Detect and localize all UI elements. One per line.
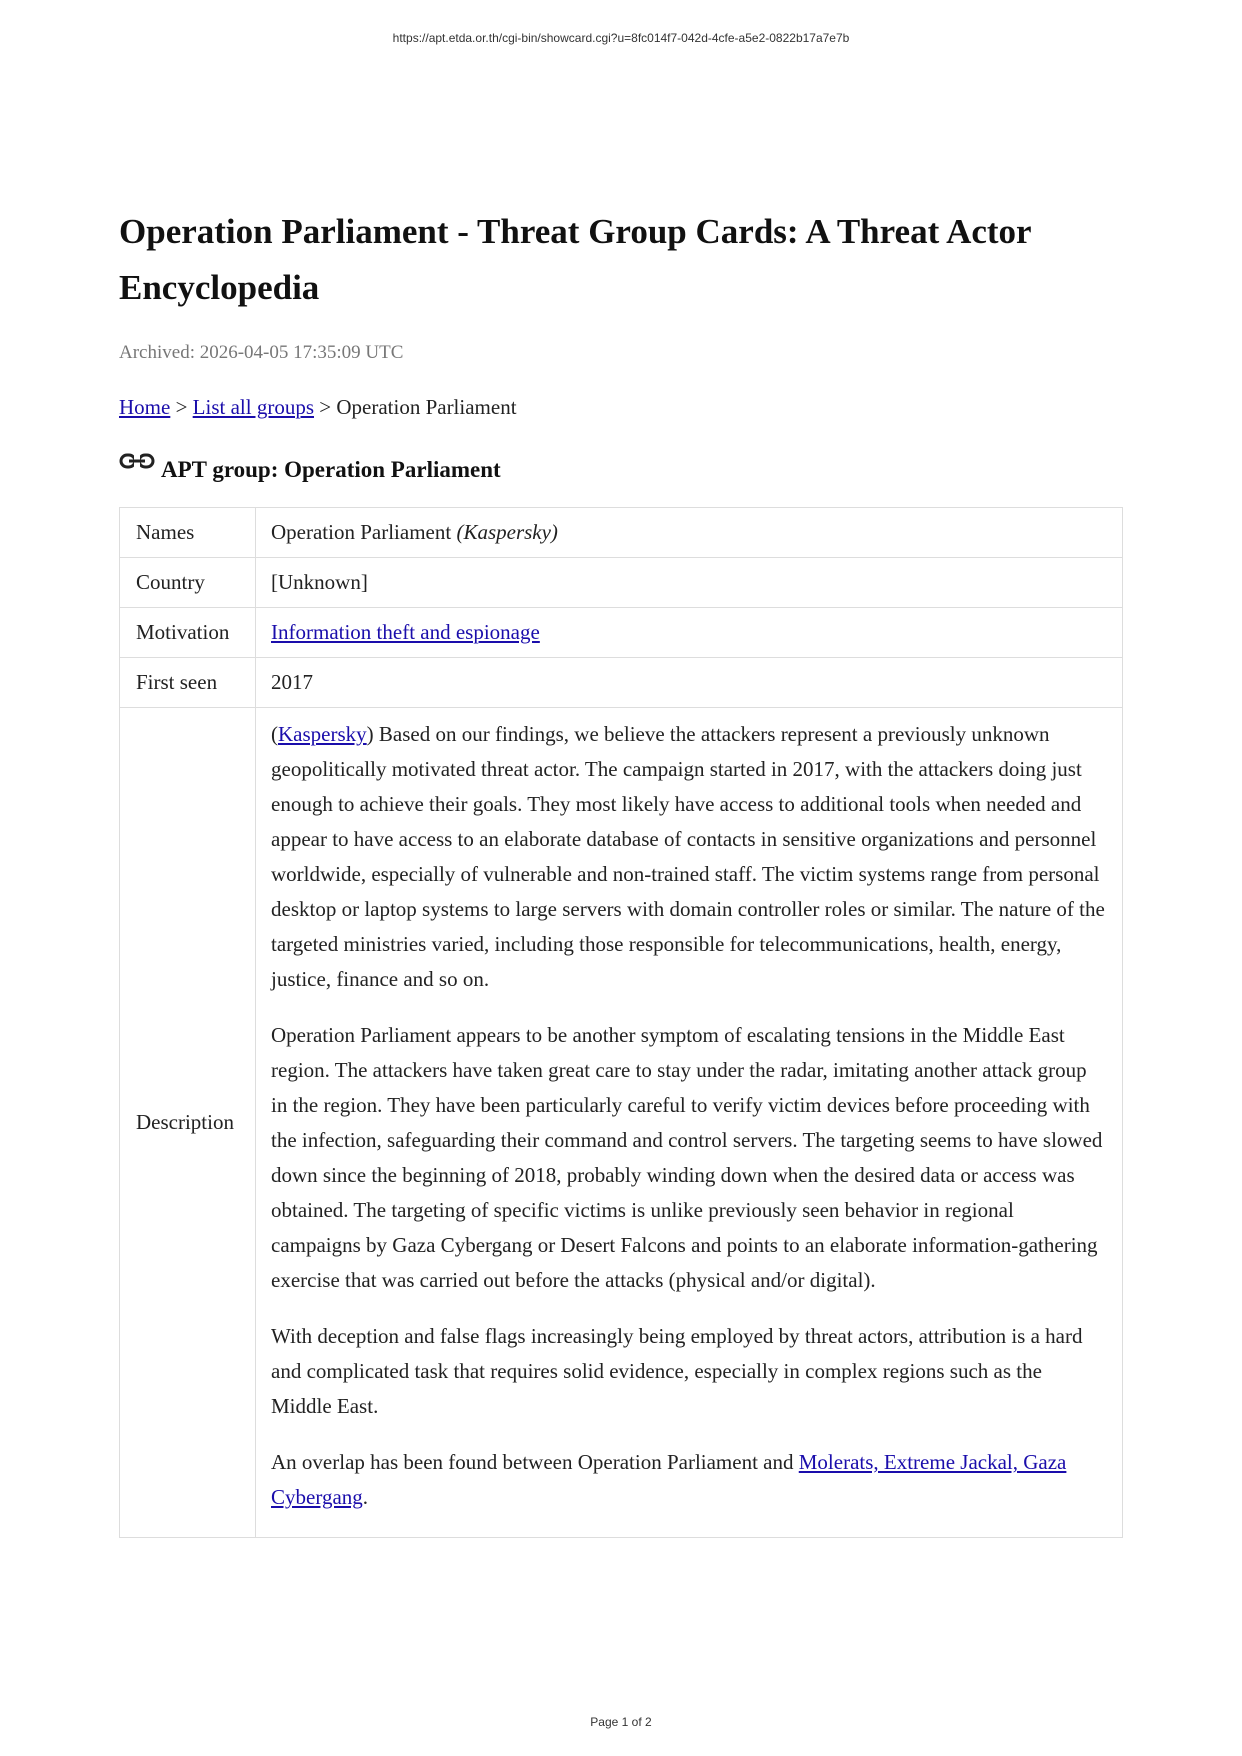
breadcrumb-separator: > (170, 395, 193, 419)
paren-open: ( (271, 722, 278, 746)
description-text: ) Based on our findings, we believe the attackers represent a previously unknown geopolitically motivated threat actor. The campaign started in 2017, with the attackers doing just enough to achieve their goals. They most likely have access to additional tools when needed and appear to have access to an elaborate database of contacts in sensitive organizations and personnel worldwide, especially of vulnerable and non-trained staff. The victim systems range from personal desktop or laptop systems to large servers with domain controller roles or similar. The nature of the targeted ministries varied, including those responsible for telecommunications, health, energy, justice, finance and so on. (271, 722, 1105, 991)
motivation-link[interactable]: Information theft and espionage (271, 620, 540, 644)
names-source: (Kaspersky) (456, 520, 558, 544)
breadcrumb (119, 393, 1123, 421)
country-value: [Unknown] (256, 558, 1123, 608)
table-row-description (120, 708, 1123, 1538)
page-number: Page 1 of 2 (590, 1715, 652, 1729)
group-card-table (119, 507, 1123, 1538)
table-row-first-seen (120, 658, 1123, 708)
first-seen-value: 2017 (256, 658, 1123, 708)
page-title: Operation Parliament - Threat Group Cards: A Threat Actor Encyclopedia (119, 212, 1031, 307)
table-row-motivation (120, 608, 1123, 658)
breadcrumb-home-link[interactable]: Home (119, 395, 171, 419)
link-icon (119, 452, 155, 474)
breadcrumb-separator: > (314, 395, 337, 419)
description-paragraph (271, 1445, 1106, 1515)
section-heading (119, 455, 1123, 485)
description-text: . (362, 1485, 369, 1509)
section-heading-text: APT group: Operation Parliament (161, 457, 501, 482)
description-text: An overlap has been found between Operation Parliament and (271, 1450, 799, 1474)
table-row-country (120, 558, 1123, 608)
description-paragraph: With deception and false flags increasingly being employed by threat actors, attribution is a hard and complicated task that requires solid evidence, especially in complex regions such as the Middle East. (271, 1324, 1083, 1418)
description-paragraph: Operation Parliament appears to be another symptom of escalating tensions in the Middle East region. The attackers have taken great care to stay under the radar, imitating another attack group in the region. They have been particularly careful to verify victim devices before proceeding with the infection, safeguarding their command and control servers. The targeting seems to have slowed down since the beginning of 2018, probably winding down when the desired data or access was obtained. The targeting of specific victims is unlike previously seen behavior in regional campaigns by Gaza Cybergang or Desert Falcons and points to an elaborate information-gathering exercise that was carried out before the attacks (physical and/or digital). (271, 1023, 1103, 1292)
main-content (119, 204, 1123, 1538)
country-label: Country (120, 558, 256, 608)
breadcrumb-current: Operation Parliament (336, 395, 517, 419)
table-row-names (120, 508, 1123, 558)
print-header-url: https://apt.etda.or.th/cgi-bin/showcard.cgi?u=8fc014f7-042d-4cfe-a5e2-0822b17a7e7b (392, 31, 850, 45)
overlap-groups-link[interactable]: Molerats, Extreme Jackal, Gaza Cybergang (271, 1450, 1067, 1509)
description-value (256, 708, 1123, 1538)
kaspersky-link[interactable]: Kaspersky (278, 722, 367, 746)
description-label: Description (120, 708, 256, 1538)
names-label: Names (120, 508, 256, 558)
names-value (256, 508, 1123, 558)
names-text: Operation Parliament (271, 520, 457, 544)
first-seen-label: First seen (120, 658, 256, 708)
breadcrumb-list-all-groups-link[interactable]: List all groups (192, 395, 314, 419)
motivation-label: Motivation (120, 608, 256, 658)
archived-timestamp: Archived: 2026-04-05 17:35:09 UTC (119, 342, 404, 363)
description-paragraph (271, 717, 1106, 997)
motivation-value (256, 608, 1123, 658)
